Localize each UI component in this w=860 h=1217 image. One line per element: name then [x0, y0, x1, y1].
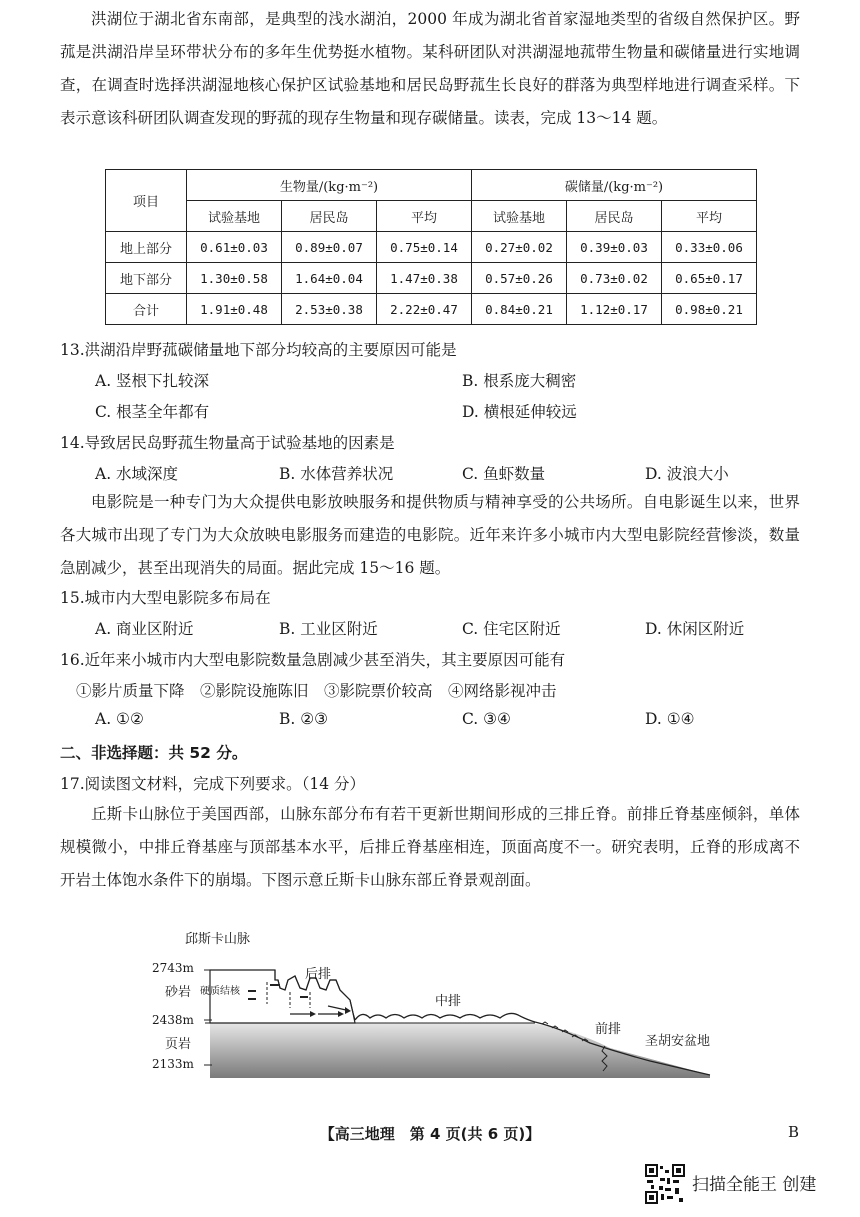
intro-text-1: 洪湖位于湖北省东南部，是典型的浅水湖泊，2000 年成为湖北省首家湿地类型的省级自然保护区。野菰是洪湖沿岸呈环带状分布的多年生优势挺水植物。某科研团队对洪湖湿地菰带生物量和碳储量进行实地调查，在调查时选择洪湖湿地核心保护区试验基地和居民岛野菰生长良好的群落为典型样地进行调查采样。下表示意该科研团队调查发现的野菰的现存生物量和现存碳储量。读表，完成 13～14 题。 [60, 10, 800, 127]
row-label: 合计 [106, 294, 187, 325]
q16-option-c[interactable]: C. ③④ [462, 710, 511, 728]
table-cell: 0.61±0.03 [187, 232, 282, 263]
paper-version: B [788, 1123, 800, 1141]
q15-option-c[interactable]: C. 住宅区附近 [462, 620, 561, 638]
table-subheader: 试验基地 [472, 201, 567, 232]
q15-option-b[interactable]: B. 工业区附近 [279, 620, 378, 638]
label-back-row: 后排 [305, 967, 332, 982]
question-16-stem: 16.近年来小城市内大型电影院数量急剧减少甚至消失，其主要原因可能有 [60, 651, 566, 669]
table-cell: 2.22±0.47 [377, 294, 472, 325]
table-cell: 0.89±0.07 [282, 232, 377, 263]
table-group-biomass: 生物量/(kg·m⁻²) [187, 170, 472, 201]
label-hard-concretion: 硬质结核 [200, 986, 240, 997]
table-row [106, 294, 757, 325]
table-cell: 0.27±0.02 [472, 232, 567, 263]
table-group-carbon: 碳储量/(kg·m⁻²) [472, 170, 757, 201]
label-shale: 页岩 [165, 1037, 192, 1052]
table-subheader: 居民岛 [282, 201, 377, 232]
shale-layer [210, 1023, 710, 1078]
q17-material [60, 798, 800, 897]
q14-option-d[interactable]: D. 波浪大小 [645, 465, 729, 483]
hard-concretion [300, 996, 308, 998]
table-cell: 0.57±0.26 [472, 263, 567, 294]
question-13-stem: 13.洪湖沿岸野菰碳储量地下部分均较高的主要原因可能是 [60, 341, 457, 359]
row-label: 地上部分 [106, 232, 187, 263]
table-cell: 0.39±0.03 [567, 232, 662, 263]
label-basin: 圣胡安盆地 [645, 1034, 711, 1049]
question-15-stem: 15.城市内大型电影院多布局在 [60, 589, 271, 607]
table-cell: 1.64±0.04 [282, 263, 377, 294]
label-elev-2743: 2743m [152, 961, 194, 975]
table-cell: 0.65±0.17 [662, 263, 757, 294]
table-cell: 0.73±0.02 [567, 263, 662, 294]
table-subheader: 试验基地 [187, 201, 282, 232]
label-front-row: 前排 [595, 1022, 622, 1037]
q16-items: ①影片质量下降 ②影院设施陈旧 ③影院票价较高 ④网络影视冲击 [76, 682, 557, 700]
table-cell: 2.53±0.38 [282, 294, 377, 325]
hard-concretion [248, 998, 256, 1000]
page-footer: 【高三地理 第 4 页(共 6 页)】 [319, 1125, 541, 1143]
q14-option-a[interactable]: A. 水域深度 [95, 465, 179, 483]
intro-text-2: 电影院是一种专门为大众提供电影放映服务和提供物质与精神享受的公共场所。自电影诞生以来，世界各大城市出现了专门为大众放映电影服务而建造的电影院。近年来许多小城市内大型电影院经营惨淡，数量急剧减少，甚至出现消失的局面。据此完成 15～16 题。 [60, 493, 800, 577]
row-label: 地下部分 [106, 263, 187, 294]
intro-paragraph-1 [60, 3, 800, 135]
label-middle-row: 中排 [435, 994, 462, 1009]
q16-option-b[interactable]: B. ②③ [279, 710, 329, 728]
table-subheader: 平均 [377, 201, 472, 232]
label-mountain: 邱斯卡山脉 [185, 932, 251, 947]
table-cell: 1.47±0.38 [377, 263, 472, 294]
q15-option-a[interactable]: A. 商业区附近 [95, 620, 194, 638]
scanner-watermark: 扫描全能王 创建 [692, 1175, 817, 1195]
qr-code-icon [645, 1164, 685, 1204]
intro-paragraph-2 [60, 486, 800, 585]
hard-concretion [248, 990, 256, 992]
table-row [106, 232, 757, 263]
label-elev-2438: 2438m [152, 1013, 194, 1027]
middle-ridges [355, 1013, 535, 1022]
table-cell: 0.84±0.21 [472, 294, 567, 325]
question-14-stem: 14.导致居民岛野菰生物量高于试验基地的因素是 [60, 434, 395, 452]
q13-option-d[interactable]: D. 横根延伸较远 [462, 403, 577, 421]
q16-option-a[interactable]: A. ①② [95, 710, 144, 728]
hard-concretion [270, 984, 280, 986]
table-cell: 0.98±0.21 [662, 294, 757, 325]
q14-option-b[interactable]: B. 水体营养状况 [279, 465, 394, 483]
table-cell: 1.30±0.58 [187, 263, 282, 294]
q15-option-d[interactable]: D. 休闲区附近 [645, 620, 745, 638]
q14-option-c[interactable]: C. 鱼虾数量 [462, 465, 546, 483]
q13-option-a[interactable]: A. 竖根下扎较深 [95, 372, 210, 390]
table-subheader: 居民岛 [567, 201, 662, 232]
q17-material-text: 丘斯卡山脉位于美国西部，山脉东部分布有若干更新世期间形成的三排丘脊。前排丘脊基座倾斜，单体规模微小，中排丘脊基座与顶部基本水平，后排丘脊基座相连，顶面高度不一。研究表明，丘脊的形成离不开岩土体饱水条件下的崩塌。下图示意丘斯卡山脉东部丘脊景观剖面。 [60, 805, 800, 889]
q16-option-d[interactable]: D. ①④ [645, 710, 695, 728]
label-sandstone: 砂岩 [165, 985, 192, 1000]
table-row [106, 263, 757, 294]
table-cell: 1.91±0.48 [187, 294, 282, 325]
q13-option-b[interactable]: B. 根系庞大稠密 [462, 372, 577, 390]
table-subheader: 平均 [662, 201, 757, 232]
biomass-carbon-table [105, 169, 757, 325]
table-cell: 0.75±0.14 [377, 232, 472, 263]
question-17-stem: 17.阅读图文材料，完成下列要求。（14 分） [60, 775, 366, 793]
label-elev-2133: 2133m [152, 1057, 194, 1071]
table-cell: 0.33±0.06 [662, 232, 757, 263]
q13-option-c[interactable]: C. 根茎全年都有 [95, 403, 210, 421]
section-2-heading: 二、非选择题：共 52 分。 [60, 744, 248, 762]
table-item-header: 项目 [106, 170, 187, 232]
table-cell: 1.12±0.17 [567, 294, 662, 325]
